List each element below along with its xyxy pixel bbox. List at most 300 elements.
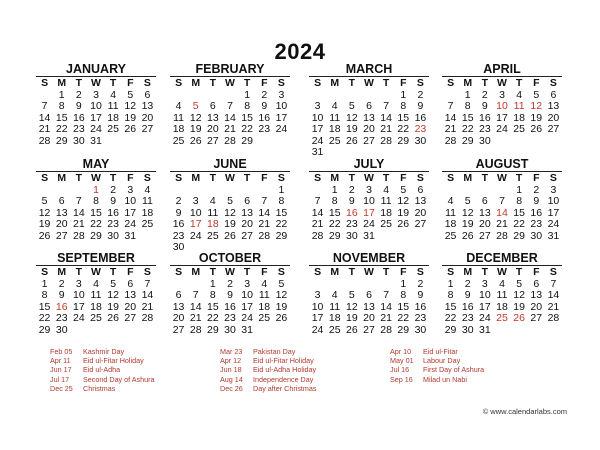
day-cell[interactable]: 28 bbox=[444, 134, 457, 147]
day-cell[interactable]: 14 bbox=[141, 289, 154, 301]
day-cell[interactable]: 22 bbox=[461, 123, 474, 135]
day-cell[interactable]: 15 bbox=[444, 300, 457, 313]
day-cell[interactable]: 14 bbox=[189, 300, 202, 313]
day-cell[interactable]: 11 bbox=[90, 289, 102, 301]
day-cell[interactable]: 17 bbox=[73, 300, 85, 313]
day-cell[interactable]: 17 bbox=[311, 312, 324, 324]
day-cell[interactable]: 13 bbox=[207, 111, 219, 124]
day-cell[interactable]: 4 bbox=[447, 195, 454, 207]
day-cell[interactable]: 23 bbox=[461, 312, 474, 324]
day-cell[interactable]: 5 bbox=[400, 183, 407, 196]
day-cell[interactable]: 23 bbox=[107, 218, 119, 230]
day-cell[interactable]: 4 bbox=[93, 277, 99, 290]
day-cell[interactable]: 20 bbox=[547, 111, 560, 124]
day-cell[interactable]: 9 bbox=[75, 100, 82, 112]
day-cell[interactable]: 25 bbox=[107, 123, 119, 135]
day-cell[interactable]: 6 bbox=[244, 195, 251, 207]
day-cell[interactable]: 7 bbox=[144, 277, 151, 290]
day-cell[interactable]: 16 bbox=[346, 206, 358, 219]
day-cell[interactable]: 25 bbox=[141, 218, 154, 230]
day-cell[interactable]: 22 bbox=[328, 218, 341, 230]
day-cell[interactable]: 19 bbox=[461, 218, 474, 230]
day-cell[interactable]: 31 bbox=[241, 323, 253, 336]
day-cell[interactable]: 25 bbox=[90, 312, 102, 324]
day-cell[interactable]: 3 bbox=[93, 88, 99, 101]
day-cell[interactable]: 11 bbox=[513, 100, 525, 112]
day-cell[interactable]: 28 bbox=[311, 229, 324, 242]
day-cell[interactable]: 31 bbox=[363, 229, 375, 242]
day-cell[interactable]: 2 bbox=[481, 88, 488, 101]
day-cell[interactable]: 25 bbox=[258, 312, 271, 324]
day-cell[interactable]: 16 bbox=[461, 300, 474, 313]
day-cell[interactable]: 9 bbox=[464, 289, 471, 301]
day-cell[interactable]: 21 bbox=[224, 123, 236, 135]
day-cell[interactable]: 9 bbox=[417, 289, 424, 301]
day-cell[interactable]: 19 bbox=[513, 300, 525, 313]
day-cell[interactable]: 27 bbox=[530, 312, 543, 324]
day-cell[interactable]: 3 bbox=[366, 183, 372, 196]
day-cell[interactable]: 17 bbox=[275, 111, 288, 124]
day-cell[interactable]: 13 bbox=[547, 100, 560, 112]
day-cell[interactable]: 20 bbox=[363, 123, 375, 135]
day-cell[interactable]: 4 bbox=[110, 88, 117, 101]
day-cell[interactable]: 17 bbox=[547, 206, 560, 219]
day-cell[interactable]: 3 bbox=[244, 277, 251, 290]
day-cell[interactable]: 21 bbox=[73, 218, 85, 230]
day-cell[interactable]: 24 bbox=[479, 312, 491, 324]
day-cell[interactable]: 9 bbox=[58, 289, 65, 301]
day-cell[interactable]: 28 bbox=[496, 229, 508, 242]
day-cell[interactable]: 11 bbox=[380, 195, 392, 207]
day-cell[interactable]: 8 bbox=[447, 289, 454, 301]
day-cell[interactable]: 3 bbox=[278, 88, 285, 101]
day-cell[interactable]: 6 bbox=[144, 88, 151, 101]
day-cell[interactable]: 29 bbox=[55, 134, 68, 147]
day-cell[interactable]: 24 bbox=[363, 218, 375, 230]
day-cell[interactable]: 3 bbox=[192, 195, 199, 207]
day-cell[interactable]: 25 bbox=[207, 229, 219, 242]
day-cell[interactable]: 24 bbox=[189, 229, 202, 242]
day-cell[interactable]: 23 bbox=[414, 312, 427, 324]
day-cell[interactable]: 15 bbox=[38, 300, 51, 313]
day-cell[interactable]: 16 bbox=[172, 218, 185, 230]
day-cell[interactable]: 29 bbox=[38, 323, 51, 336]
day-cell[interactable]: 12 bbox=[530, 100, 543, 112]
day-cell[interactable]: 7 bbox=[314, 195, 321, 207]
day-cell[interactable]: 4 bbox=[516, 88, 523, 101]
day-cell[interactable]: 1 bbox=[516, 183, 523, 196]
day-cell[interactable]: 23 bbox=[530, 218, 543, 230]
day-cell[interactable]: 13 bbox=[414, 195, 427, 207]
day-cell[interactable]: 26 bbox=[397, 218, 410, 230]
day-cell[interactable]: 15 bbox=[397, 111, 410, 124]
day-cell[interactable]: 28 bbox=[547, 312, 560, 324]
day-cell[interactable]: 22 bbox=[55, 123, 68, 135]
day-cell[interactable]: 16 bbox=[479, 111, 491, 124]
day-cell[interactable]: 29 bbox=[328, 229, 341, 242]
day-cell[interactable]: 21 bbox=[380, 123, 392, 135]
day-cell[interactable]: 9 bbox=[261, 100, 268, 112]
day-cell[interactable]: 12 bbox=[346, 111, 358, 124]
day-cell[interactable]: 5 bbox=[533, 88, 540, 101]
day-cell[interactable]: 12 bbox=[275, 289, 288, 301]
day-cell[interactable]: 17 bbox=[496, 111, 508, 124]
day-cell[interactable]: 8 bbox=[331, 195, 338, 207]
day-cell[interactable]: 1 bbox=[400, 88, 407, 101]
day-cell[interactable]: 27 bbox=[363, 134, 375, 147]
day-cell[interactable]: 18 bbox=[444, 218, 457, 230]
day-cell[interactable]: 12 bbox=[397, 195, 410, 207]
day-cell[interactable]: 11 bbox=[207, 206, 219, 219]
day-cell[interactable]: 8 bbox=[41, 289, 48, 301]
day-cell[interactable]: 8 bbox=[58, 100, 65, 112]
day-cell[interactable]: 13 bbox=[172, 300, 185, 313]
day-cell[interactable]: 15 bbox=[90, 206, 102, 219]
day-cell[interactable]: 13 bbox=[363, 300, 375, 313]
day-cell[interactable]: 31 bbox=[547, 229, 560, 242]
day-cell[interactable]: 20 bbox=[479, 218, 491, 230]
day-cell[interactable]: 18 bbox=[258, 300, 271, 313]
day-cell[interactable]: 10 bbox=[73, 289, 85, 301]
day-cell[interactable]: 28 bbox=[73, 229, 85, 242]
day-cell[interactable]: 29 bbox=[275, 229, 288, 242]
day-cell[interactable]: 17 bbox=[363, 206, 375, 219]
day-cell[interactable]: 30 bbox=[414, 323, 427, 336]
day-cell[interactable]: 7 bbox=[192, 289, 199, 301]
day-cell[interactable]: 12 bbox=[224, 206, 236, 219]
day-cell[interactable]: 30 bbox=[346, 229, 358, 242]
day-cell[interactable]: 11 bbox=[329, 300, 341, 313]
day-cell[interactable]: 27 bbox=[55, 229, 68, 242]
day-cell[interactable]: 23 bbox=[73, 123, 85, 135]
day-cell[interactable]: 2 bbox=[75, 88, 82, 101]
day-cell[interactable]: 19 bbox=[38, 218, 51, 230]
day-cell[interactable]: 6 bbox=[58, 195, 65, 207]
day-cell[interactable]: 1 bbox=[209, 277, 216, 290]
day-cell[interactable]: 8 bbox=[400, 289, 407, 301]
day-cell[interactable]: 31 bbox=[311, 146, 324, 158]
day-cell[interactable]: 11 bbox=[445, 206, 457, 219]
day-cell[interactable]: 5 bbox=[41, 195, 48, 207]
day-cell[interactable]: 28 bbox=[258, 229, 271, 242]
day-cell[interactable]: 22 bbox=[275, 218, 288, 230]
day-cell[interactable]: 28 bbox=[380, 323, 392, 336]
day-cell[interactable]: 27 bbox=[414, 218, 427, 230]
day-cell[interactable]: 24 bbox=[241, 312, 253, 324]
day-cell[interactable]: 29 bbox=[397, 134, 410, 147]
day-cell[interactable]: 27 bbox=[363, 323, 375, 336]
day-cell[interactable]: 13 bbox=[124, 289, 137, 301]
day-cell[interactable]: 24 bbox=[73, 312, 85, 324]
day-cell[interactable]: 15 bbox=[397, 300, 410, 313]
day-cell[interactable]: 27 bbox=[124, 312, 137, 324]
day-cell[interactable]: 4 bbox=[331, 289, 338, 301]
day-cell[interactable]: 10 bbox=[496, 100, 508, 112]
day-cell[interactable]: 11 bbox=[496, 289, 508, 301]
day-cell[interactable]: 9 bbox=[110, 195, 117, 207]
day-cell[interactable]: 15 bbox=[328, 206, 341, 219]
day-cell[interactable]: 6 bbox=[209, 100, 216, 112]
day-cell[interactable]: 21 bbox=[141, 300, 154, 313]
day-cell[interactable]: 3 bbox=[314, 100, 321, 112]
day-cell[interactable]: 20 bbox=[363, 312, 375, 324]
day-cell[interactable]: 12 bbox=[461, 206, 474, 219]
day-cell[interactable]: 5 bbox=[348, 100, 355, 112]
day-cell[interactable]: 9 bbox=[227, 289, 233, 301]
day-cell[interactable]: 3 bbox=[75, 277, 82, 290]
day-cell[interactable]: 12 bbox=[38, 206, 51, 219]
day-cell[interactable]: 23 bbox=[479, 123, 491, 135]
day-cell[interactable]: 6 bbox=[550, 88, 557, 101]
day-cell[interactable]: 26 bbox=[38, 229, 51, 242]
day-cell[interactable]: 27 bbox=[172, 323, 185, 336]
day-cell[interactable]: 7 bbox=[499, 195, 505, 207]
day-cell[interactable]: 14 bbox=[224, 111, 236, 124]
day-cell[interactable]: 14 bbox=[73, 206, 85, 219]
day-cell[interactable]: 28 bbox=[224, 134, 236, 147]
day-cell[interactable]: 24 bbox=[90, 123, 102, 135]
day-cell[interactable]: 2 bbox=[348, 183, 355, 196]
day-cell[interactable]: 27 bbox=[141, 123, 154, 135]
day-cell[interactable]: 17 bbox=[479, 300, 491, 313]
day-cell[interactable]: 23 bbox=[55, 312, 68, 324]
day-cell[interactable]: 27 bbox=[479, 229, 491, 242]
day-cell[interactable]: 23 bbox=[346, 218, 358, 230]
day-cell[interactable]: 2 bbox=[110, 183, 117, 196]
day-cell[interactable]: 26 bbox=[189, 134, 202, 147]
day-cell[interactable]: 3 bbox=[314, 289, 321, 301]
day-cell[interactable]: 14 bbox=[38, 111, 51, 124]
day-cell[interactable]: 12 bbox=[346, 300, 358, 313]
day-cell[interactable]: 30 bbox=[172, 241, 185, 253]
day-cell[interactable]: 6 bbox=[127, 277, 134, 290]
day-cell[interactable]: 22 bbox=[397, 123, 410, 135]
day-cell[interactable]: 7 bbox=[383, 100, 390, 112]
day-cell[interactable]: 13 bbox=[479, 206, 491, 219]
day-cell[interactable]: 10 bbox=[241, 289, 253, 301]
day-cell[interactable]: 12 bbox=[107, 289, 119, 301]
day-cell[interactable]: 8 bbox=[464, 100, 471, 112]
day-cell[interactable]: 15 bbox=[513, 206, 525, 219]
day-cell[interactable]: 29 bbox=[513, 229, 525, 242]
day-cell[interactable]: 15 bbox=[55, 111, 68, 124]
day-cell[interactable]: 16 bbox=[107, 206, 119, 219]
day-cell[interactable]: 29 bbox=[444, 323, 457, 336]
day-cell[interactable]: 22 bbox=[444, 312, 457, 324]
day-cell[interactable]: 16 bbox=[414, 300, 427, 313]
day-cell[interactable]: 20 bbox=[124, 300, 137, 313]
day-cell[interactable]: 11 bbox=[141, 195, 153, 207]
day-cell[interactable]: 16 bbox=[414, 111, 427, 124]
day-cell[interactable]: 18 bbox=[380, 206, 392, 219]
day-cell[interactable]: 18 bbox=[496, 300, 508, 313]
day-cell[interactable]: 10 bbox=[311, 300, 324, 313]
day-cell[interactable]: 23 bbox=[414, 123, 427, 135]
day-cell[interactable]: 30 bbox=[461, 323, 474, 336]
day-cell[interactable]: 6 bbox=[175, 289, 182, 301]
day-cell[interactable]: 19 bbox=[346, 312, 358, 324]
day-cell[interactable]: 23 bbox=[258, 123, 271, 135]
day-cell[interactable]: 26 bbox=[107, 312, 119, 324]
day-cell[interactable]: 19 bbox=[107, 300, 119, 313]
day-cell[interactable]: 26 bbox=[461, 229, 474, 242]
day-cell[interactable]: 18 bbox=[172, 123, 185, 135]
day-cell[interactable]: 10 bbox=[90, 100, 102, 112]
day-cell[interactable]: 26 bbox=[513, 312, 525, 324]
day-cell[interactable]: 8 bbox=[278, 195, 285, 207]
day-cell[interactable]: 3 bbox=[550, 183, 557, 196]
day-cell[interactable]: 26 bbox=[346, 134, 358, 147]
day-cell[interactable]: 6 bbox=[366, 100, 372, 112]
day-cell[interactable]: 5 bbox=[227, 195, 233, 207]
day-cell[interactable]: 24 bbox=[311, 134, 324, 147]
day-cell[interactable]: 19 bbox=[124, 111, 137, 124]
day-cell[interactable]: 21 bbox=[311, 218, 324, 230]
day-cell[interactable]: 30 bbox=[107, 229, 119, 242]
day-cell[interactable]: 1 bbox=[464, 88, 471, 101]
day-cell[interactable]: 25 bbox=[380, 218, 392, 230]
day-cell[interactable]: 11 bbox=[329, 111, 341, 124]
day-cell[interactable]: 5 bbox=[464, 195, 471, 207]
day-cell[interactable]: 7 bbox=[41, 100, 48, 112]
day-cell[interactable]: 8 bbox=[209, 289, 216, 301]
day-cell[interactable]: 10 bbox=[275, 100, 288, 112]
day-cell[interactable]: 20 bbox=[207, 123, 219, 135]
day-cell[interactable]: 6 bbox=[481, 195, 488, 207]
day-cell[interactable]: 3 bbox=[499, 88, 505, 101]
day-cell[interactable]: 11 bbox=[173, 111, 185, 124]
day-cell[interactable]: 7 bbox=[227, 100, 233, 112]
day-cell[interactable]: 17 bbox=[311, 123, 324, 135]
day-cell[interactable]: 2 bbox=[227, 277, 233, 290]
day-cell[interactable]: 14 bbox=[311, 206, 324, 219]
day-cell[interactable]: 19 bbox=[346, 123, 358, 135]
day-cell[interactable]: 16 bbox=[258, 111, 271, 124]
day-cell[interactable]: 12 bbox=[124, 100, 137, 112]
day-cell[interactable]: 6 bbox=[366, 289, 372, 301]
day-cell[interactable]: 24 bbox=[547, 218, 560, 230]
day-cell[interactable]: 20 bbox=[141, 111, 154, 124]
day-cell[interactable]: 18 bbox=[513, 111, 525, 124]
day-cell[interactable]: 5 bbox=[110, 277, 117, 290]
day-cell[interactable]: 28 bbox=[189, 323, 202, 336]
day-cell[interactable]: 13 bbox=[530, 289, 543, 301]
day-cell[interactable]: 23 bbox=[224, 312, 236, 324]
day-cell[interactable]: 13 bbox=[141, 100, 154, 112]
day-cell[interactable]: 8 bbox=[400, 100, 407, 112]
day-cell[interactable]: 24 bbox=[496, 123, 508, 135]
day-cell[interactable]: 23 bbox=[172, 229, 185, 242]
day-cell[interactable]: 14 bbox=[258, 206, 271, 219]
day-cell[interactable]: 11 bbox=[258, 289, 270, 301]
day-cell[interactable]: 2 bbox=[175, 195, 182, 207]
day-cell[interactable]: 2 bbox=[261, 88, 268, 101]
day-cell[interactable]: 29 bbox=[397, 323, 410, 336]
day-cell[interactable]: 10 bbox=[363, 195, 375, 207]
day-cell[interactable]: 22 bbox=[397, 312, 410, 324]
day-cell[interactable]: 2 bbox=[417, 88, 424, 101]
day-cell[interactable]: 5 bbox=[348, 289, 355, 301]
day-cell[interactable]: 20 bbox=[55, 218, 68, 230]
day-cell[interactable]: 2 bbox=[58, 277, 65, 290]
day-cell[interactable]: 4 bbox=[261, 277, 268, 290]
day-cell[interactable]: 17 bbox=[124, 206, 137, 219]
day-cell[interactable]: 4 bbox=[175, 100, 182, 112]
day-cell[interactable]: 26 bbox=[346, 323, 358, 336]
day-cell[interactable]: 6 bbox=[533, 277, 540, 290]
day-cell[interactable]: 7 bbox=[447, 100, 454, 112]
day-cell[interactable]: 20 bbox=[414, 206, 427, 219]
day-cell[interactable]: 15 bbox=[275, 206, 288, 219]
day-cell[interactable]: 29 bbox=[241, 134, 253, 147]
day-cell[interactable]: 28 bbox=[38, 134, 51, 147]
day-cell[interactable]: 25 bbox=[172, 134, 185, 147]
day-cell[interactable]: 2 bbox=[533, 183, 540, 196]
day-cell[interactable]: 6 bbox=[417, 183, 424, 196]
day-cell[interactable]: 16 bbox=[73, 111, 85, 124]
day-cell[interactable]: 13 bbox=[55, 206, 68, 219]
day-cell[interactable]: 17 bbox=[90, 111, 102, 124]
day-cell[interactable]: 11 bbox=[107, 100, 119, 112]
day-cell[interactable]: 1 bbox=[400, 277, 407, 290]
day-cell[interactable]: 30 bbox=[479, 134, 491, 147]
day-cell[interactable]: 20 bbox=[530, 300, 543, 313]
day-cell[interactable]: 31 bbox=[124, 229, 137, 242]
day-cell[interactable]: 12 bbox=[189, 111, 202, 124]
day-cell[interactable]: 22 bbox=[513, 218, 525, 230]
day-cell[interactable]: 24 bbox=[311, 323, 324, 336]
day-cell[interactable]: 19 bbox=[530, 111, 543, 124]
day-cell[interactable]: 18 bbox=[141, 206, 154, 219]
day-cell[interactable]: 29 bbox=[461, 134, 474, 147]
day-cell[interactable]: 1 bbox=[447, 277, 454, 290]
day-cell[interactable]: 14 bbox=[380, 111, 392, 124]
day-cell[interactable]: 18 bbox=[328, 123, 341, 135]
day-cell[interactable]: 4 bbox=[144, 183, 151, 196]
day-cell[interactable]: 2 bbox=[417, 277, 424, 290]
day-cell[interactable]: 19 bbox=[189, 123, 202, 135]
day-cell[interactable]: 29 bbox=[90, 229, 102, 242]
day-cell[interactable]: 28 bbox=[141, 312, 154, 324]
day-cell[interactable]: 3 bbox=[127, 183, 134, 196]
day-cell[interactable]: 30 bbox=[530, 229, 543, 242]
day-cell[interactable]: 28 bbox=[380, 134, 392, 147]
day-cell[interactable]: 24 bbox=[124, 218, 137, 230]
day-cell[interactable]: 2 bbox=[464, 277, 471, 290]
day-cell[interactable]: 14 bbox=[496, 206, 508, 219]
day-cell[interactable]: 27 bbox=[241, 229, 253, 242]
day-cell[interactable]: 26 bbox=[275, 312, 288, 324]
day-cell[interactable]: 1 bbox=[93, 183, 99, 196]
day-cell[interactable]: 10 bbox=[124, 195, 137, 207]
day-cell[interactable]: 20 bbox=[241, 218, 253, 230]
day-cell[interactable]: 30 bbox=[55, 323, 68, 336]
day-cell[interactable]: 4 bbox=[331, 100, 338, 112]
day-cell[interactable]: 21 bbox=[496, 218, 508, 230]
day-cell[interactable]: 15 bbox=[461, 111, 474, 124]
day-cell[interactable]: 1 bbox=[331, 183, 338, 196]
day-cell[interactable]: 25 bbox=[444, 229, 457, 242]
day-cell[interactable]: 17 bbox=[189, 218, 202, 230]
day-cell[interactable]: 19 bbox=[275, 300, 288, 313]
day-cell[interactable]: 13 bbox=[363, 111, 375, 124]
day-cell[interactable]: 30 bbox=[414, 134, 427, 147]
day-cell[interactable]: 9 bbox=[348, 195, 355, 207]
day-cell[interactable]: 16 bbox=[530, 206, 543, 219]
day-cell[interactable]: 9 bbox=[533, 195, 540, 207]
day-cell[interactable]: 5 bbox=[278, 277, 285, 290]
day-cell[interactable]: 26 bbox=[530, 123, 543, 135]
